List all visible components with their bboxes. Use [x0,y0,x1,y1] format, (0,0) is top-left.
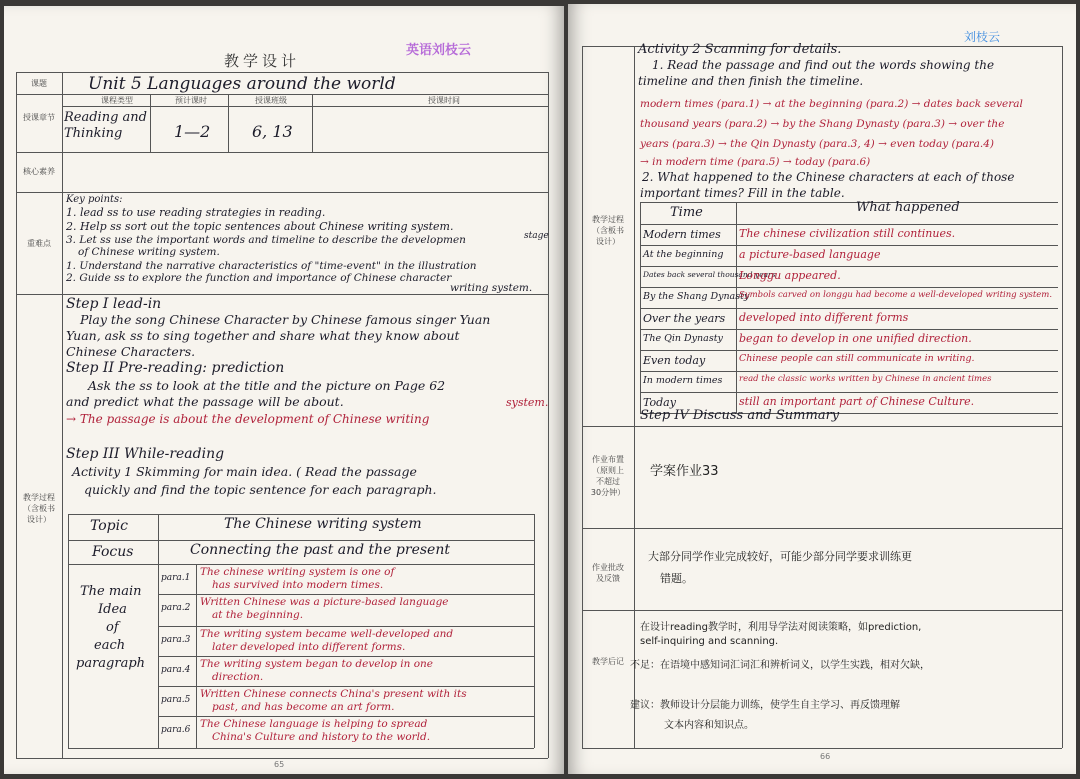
table-border [62,72,63,758]
activity2-line: timeline and then finish the timeline. [638,74,864,88]
para-idea-line: Written Chinese connects China's present with its [200,688,467,700]
table-border [640,329,1058,330]
activity2-line: 1. Read the passage and find out the words showing the [652,58,995,72]
key-line: 2. Help ss sort out the topic sentences about Chinese writing system. [66,220,454,233]
focus-label: Focus [92,544,134,560]
table-border [736,202,737,413]
header-class: 授课班级 [255,96,287,105]
header-hours: 预计课时 [175,96,207,105]
what-cell: began to develop in one unified direction. [739,332,972,345]
what-cell: read the classic works written by Chinese in ancient times [739,374,992,384]
table-border [68,514,534,515]
table-border [582,528,1062,529]
key-line: of Chinese writing system. [78,246,220,258]
table-border [16,294,548,295]
time-cell: The Qin Dynasty [643,333,723,344]
step-line: Chinese Characters. [66,344,196,359]
table-border [534,514,535,748]
table-border [158,656,534,657]
feedback-line: 错题。 [660,572,693,585]
time-cell: By the Shang Dynasty [643,291,750,302]
table-border [228,94,229,152]
table-border [16,192,548,193]
para-idea-line: Written Chinese was a picture-based language [200,596,449,608]
table-border [158,626,534,627]
time-cell: In modern times [643,375,723,386]
key-line: 1. lead ss to use reading strategies in reading. [66,206,326,219]
page-number: 66 [820,752,831,761]
table-border [640,350,1058,351]
time-cell: Today [643,396,676,409]
table-border [196,564,197,748]
table-border [150,94,151,152]
table-border [640,392,1058,393]
homework-text: 学案作业33 [650,464,719,479]
table-border [158,686,534,687]
right-page [568,4,1076,774]
time-cell: At the beginning [643,249,724,260]
time-header: Time [670,205,703,220]
key-line: 1. Understand the narrative characteristics of "time-event" in the illustration [66,260,477,272]
main-idea-label: The main [80,584,142,599]
time-cell: Modern times [643,228,721,241]
main-idea-label: of [106,620,119,635]
timeline-line: → in modern time (para.5) → today (para.6) [640,156,871,168]
para-idea-line: has survived into modern times. [212,579,384,591]
label-topic: 课题 [31,79,47,88]
watermark: 刘枝云 [964,30,1001,44]
table-border [582,46,583,748]
table-border [640,224,1058,225]
para-idea-line: China's Culture and history to the world. [212,731,431,743]
step-line: Step II Pre-reading: prediction [66,360,285,376]
header-type: 课程类型 [101,96,133,105]
table-border [68,540,534,541]
table-border [16,152,548,153]
step-line: quickly and find the topic sentence for each paragraph. [84,482,437,497]
watermark: 英语刘枝云 [406,43,472,58]
label-feedback: 作业批改 及反馈 [592,563,624,583]
table-border [158,594,534,595]
page-title: 教学设计 [224,52,301,70]
label-process: 教学过程 （含板书 设计） [23,493,55,524]
reflection-line: 文本内容和知识点。 [664,720,754,731]
table-border [62,106,548,107]
para-idea-line: past, and has become an art form. [212,701,395,713]
label-chapter: 授课章节 [23,113,55,122]
time-cell: Even today [643,354,706,367]
timeline-line: modern times (para.1) → at the beginning (para.2) → dates back several [640,98,1023,110]
timeline-line: thousand years (para.2) → by the Shang Dynasty (para.3) → over the [640,118,1005,130]
step-line: Ask the ss to look at the title and the picture on Page 62 [88,378,446,393]
focus-value: Connecting the past and the present [190,542,450,558]
step-line: Step III While-reading [66,446,225,462]
topic-text: Unit 5 Languages around the world [88,74,396,94]
table-border [582,748,1062,749]
class: 6, 13 [252,122,293,141]
reflection-line: self-inquiring and scanning. [640,636,779,647]
para-idea-line: direction. [212,671,264,683]
header-time: 授课时间 [428,96,460,105]
table-border [640,266,1058,267]
step4: Step IV Discuss and Summary [640,408,840,423]
page-number: 65 [274,760,285,769]
table-border [158,514,159,748]
step-line: Yuan, ask ss to sing together and share what they know about [66,328,460,343]
table-border [582,426,1062,427]
timeline-line: years (para.3) → the Qin Dynasty (para.3, 4) → even today (para.4) [640,138,994,150]
para-idea-line: The Chinese language is helping to spread [200,718,428,730]
table-border [16,758,548,759]
table-border [312,94,313,152]
para-idea-line: at the beginning. [212,609,304,621]
time-cell: Over the years [643,312,726,325]
table-border [16,72,548,73]
key-line: Key points: [66,194,123,205]
course-type: Reading and Thinking [64,110,147,141]
label-homework: 作业布置 （原则上 不超过 30分钟） [590,455,626,497]
topic-value: The Chinese writing system [224,516,422,532]
table-border [640,287,1058,288]
table-border [640,245,1058,246]
table-border [640,202,641,413]
what-header: What happened [856,200,960,215]
reflection-line: 不足：在语境中感知词汇词汇和辨析词义，以学生实践，相对欠缺， [630,660,930,671]
para-label: para.5 [161,695,191,705]
main-idea-label: each [94,638,126,653]
main-idea-label: paragraph [76,656,146,671]
what-cell: still an important part of Chinese Culture. [739,395,975,408]
activity2-line: Activity 2 Scanning for details. [638,42,842,57]
what-cell: The chinese civilization still continues. [739,227,956,240]
table-border [68,748,534,749]
left-page [4,6,564,774]
what-cell: Chinese people can still communicate in writing. [739,353,975,364]
reflection-line: 在设计reading教学时，利用导学法对阅读策略，如prediction, [640,622,922,633]
answer-line: system. [506,396,549,409]
what-cell: Symbols carved on longgu had become a well-developed writing system. [739,290,1053,300]
table-border [158,716,534,717]
table-border [640,308,1058,309]
q2-line: 2. What happened to the Chinese characters at each of those [642,170,1015,184]
para-label: para.6 [161,725,191,735]
hours: 1—2 [174,122,211,141]
key-line: writing system. [450,282,533,294]
step-line: Activity 1 Skimming for main idea. ( Read the passage [72,464,417,479]
label-process: 教学过程 （含板书 设计） [592,215,624,246]
what-cell: Longgu appeared. [739,269,841,282]
table-border [1062,46,1063,748]
table-border [68,514,69,748]
table-border [548,72,549,758]
key-line: 3. Let ss use the important words and timeline to describe the developmen [66,234,466,246]
feedback-line: 大部分同学作业完成较好，可能少部分同学要求训练更 [648,550,912,563]
topic-label: Topic [90,518,128,534]
label-key: 重难点 [27,239,51,248]
key-line: 2. Guide ss to explore the function and importance of Chinese character [66,272,452,284]
key-line: stage [524,231,549,241]
table-border [640,371,1058,372]
para-idea-line: The chinese writing system is one of [200,566,395,578]
para-idea-line: later developed into different forms. [212,641,406,653]
table-border [640,202,1058,203]
what-cell: a picture-based language [739,248,881,261]
label-core: 核心素养 [23,167,55,176]
time-cell: Dates back several thousand years [643,270,776,279]
para-idea-line: The writing system began to develop in one [200,658,433,670]
table-border [582,610,1062,611]
table-border [68,564,534,565]
para-idea-line: The writing system became well-developed and [200,628,454,640]
para-label: para.1 [161,573,191,583]
answer-line: → The passage is about the development of Chinese writing [66,412,430,426]
label-reflection: 教学后记 [592,657,624,666]
para-label: para.3 [161,635,191,645]
reflection-line: 建议：教师设计分层能力训练，使学生自主学习、再反馈理解 [630,700,900,711]
q2-line: important times? Fill in the table. [640,186,845,200]
table-border [634,46,635,748]
what-cell: developed into different forms [739,311,909,324]
step-line: and predict what the passage will be about. [66,394,344,409]
para-label: para.4 [161,665,191,675]
step-line: Play the song Chinese Character by Chinese famous singer Yuan [80,312,491,327]
step-line: Step I lead-in [66,296,162,312]
para-label: para.2 [161,603,191,613]
main-idea-label: Idea [98,602,127,617]
